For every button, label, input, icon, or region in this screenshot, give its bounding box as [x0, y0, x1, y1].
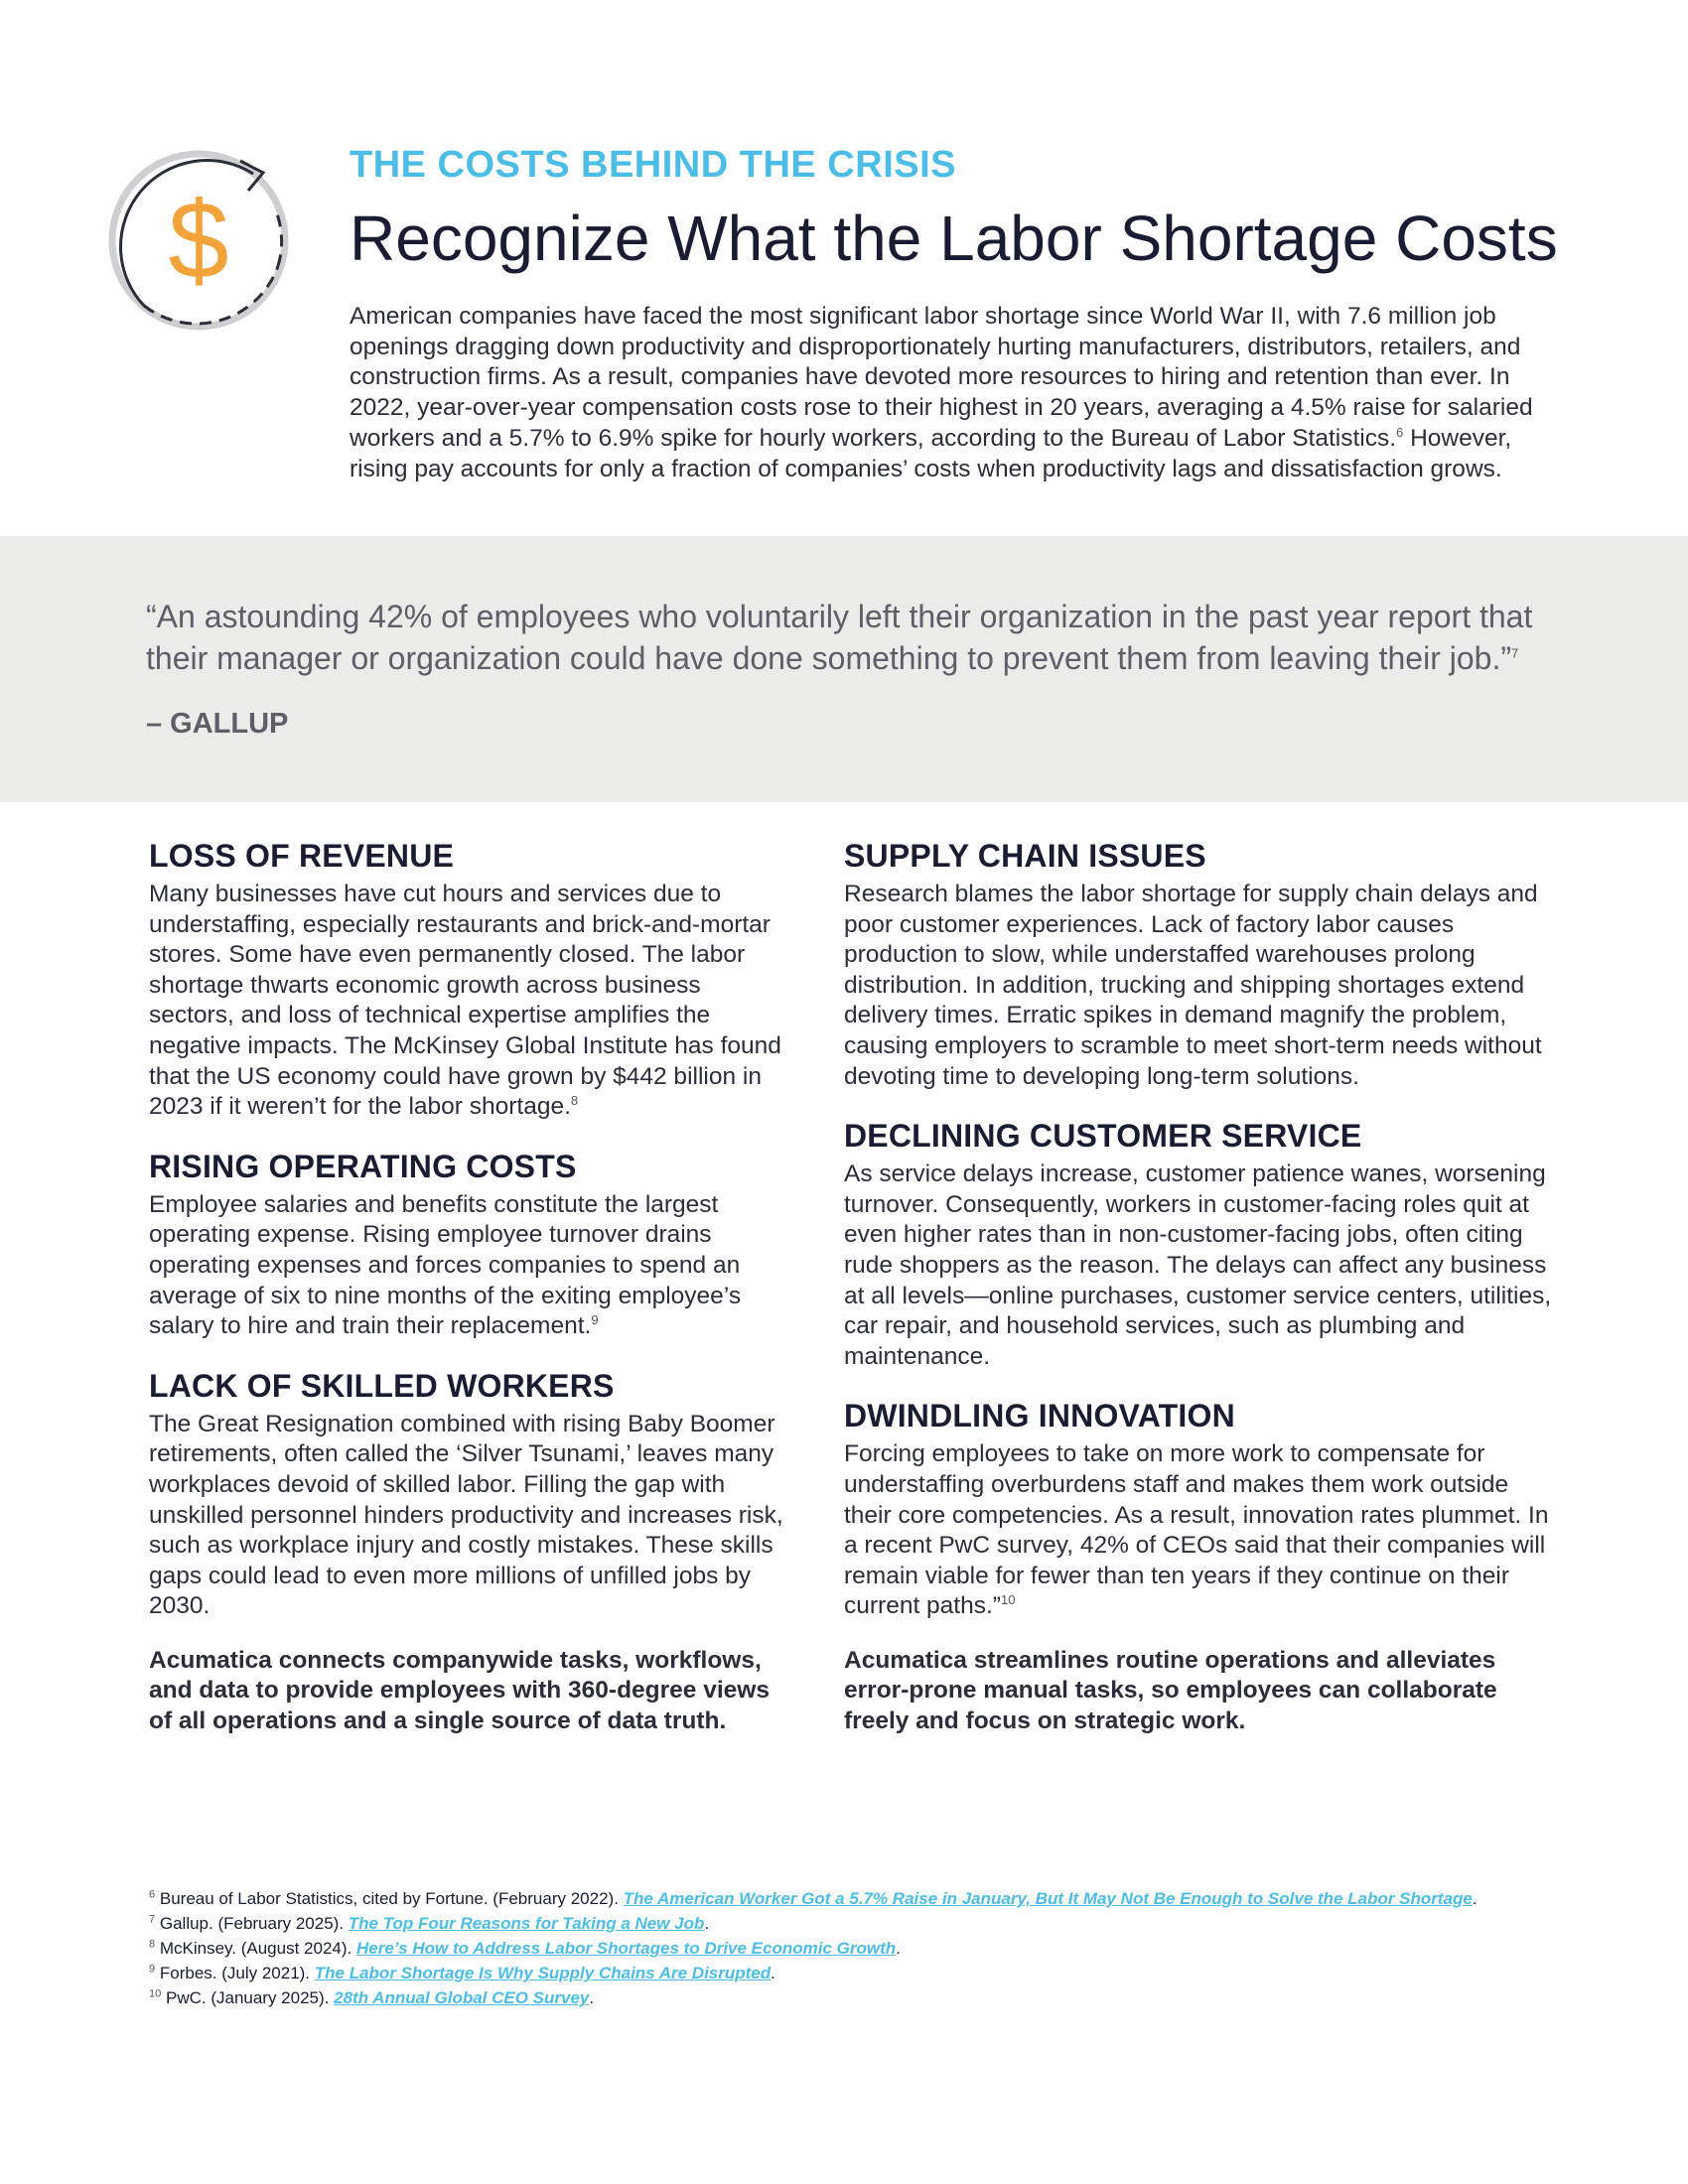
footnote-source: Bureau of Labor Statistics, cited by Fortune. (February 2022).	[159, 1889, 624, 1908]
footnote-end: .	[704, 1914, 710, 1933]
footnote-end: .	[771, 1964, 775, 1982]
footnote-number: 6	[149, 1888, 156, 1901]
footnote-source: PwC. (January 2025).	[165, 1988, 335, 2007]
footnote-source: Forbes. (July 2021).	[159, 1964, 315, 1982]
right-column	[844, 836, 1559, 1737]
section-body	[149, 1410, 784, 1622]
footnote-number: 7	[149, 1913, 156, 1926]
footnote-ref: 8	[570, 1093, 579, 1108]
section-body-text: The Great Resignation combined with rising Baby Boomer retirements, often called the ‘Silver Tsunami,’ leaves many workplaces devoid of skilled labor. Filling the gap with unskilled personnel hinders productivity and increases risk, such as workplace injury and costly mistakes. These skills gaps could lead to even more millions of unfilled jobs by 2030.	[149, 1410, 783, 1620]
footnote-item	[149, 1961, 1589, 1985]
dollar-symbol: $	[168, 180, 229, 302]
section-supply-chain-issues	[844, 836, 1559, 1092]
section-rising-operating-costs	[149, 1147, 784, 1342]
section-declining-customer-service	[844, 1116, 1559, 1372]
footnote-source: McKinsey. (August 2024).	[159, 1939, 356, 1958]
section-dwindling-innovation	[844, 1396, 1559, 1622]
footnote-link[interactable]: 28th Annual Global CEO Survey	[334, 1988, 590, 2007]
footnote-link[interactable]: The Top Four Reasons for Taking a New Job	[348, 1914, 705, 1933]
footnote-link[interactable]: The American Worker Got a 5.7% Raise in January, But It May Not Be Enough to Solve the Labor Shortage	[623, 1889, 1473, 1908]
callout-text: Acumatica streamlines routine operations and alleviates error-prone manual tasks, so employees can collaborate freely and focus on strategic work.	[844, 1646, 1497, 1735]
page-header	[0, 0, 1688, 536]
section-heading: DECLINING CUSTOMER SERVICE	[844, 1118, 1362, 1155]
footnote-ref: 10	[1000, 1592, 1016, 1608]
section-loss-of-revenue	[149, 836, 784, 1123]
section-heading: RISING OPERATING COSTS	[149, 1148, 577, 1184]
section-eyebrow: THE COSTS BEHIND THE CRISIS	[350, 144, 956, 186]
section-body	[844, 1439, 1559, 1622]
section-heading: DWINDLING INNOVATION	[844, 1398, 1235, 1434]
footnote-link[interactable]: The Labor Shortage Is Why Supply Chains Are Disrupted	[314, 1964, 772, 1982]
footnote-end: .	[896, 1939, 901, 1958]
callout-text: Acumatica connects companywide tasks, workflows, and data to provide employees with 360-degree views of all operations and a single source of data truth.	[149, 1646, 770, 1735]
footnote-item	[149, 1936, 1589, 1961]
section-body-text: Research blames the labor shortage for supply chain delays and poor customer experiences. Lack of factory labor causes production to slow, while understaffed warehouses prolong distribution. In addition, trucking and shipping shortages extend delivery times. Erratic spikes in demand magnify the problem, causing employers to scramble to meet short-term needs without devoting time to developing long-term solutions.	[844, 881, 1542, 1090]
section-body-text: Employee salaries and benefits constitute the largest operating expense. Rising employee turnover drains operating expenses and forces companies to spend an average of six to nine months of the exiting employee’s salary to hire and train their replacement.	[149, 1190, 742, 1340]
section-body	[844, 880, 1559, 1092]
section-body-text: Forcing employees to take on more work to compensate for understaffing overburdens staff and makes them work outside their core competencies. As a result, innovation rates plummet. In a recent PwC survey, 42% of CEOs said that their companies will remain viable for fewer than ten years if they continue on their current paths.”	[844, 1440, 1549, 1620]
quote-ref: 7	[1511, 645, 1519, 661]
quote-attribution: – GALLUP	[146, 708, 289, 740]
section-body	[149, 880, 784, 1123]
footnote-number: 10	[149, 1987, 162, 2000]
section-lack-of-skilled-workers	[149, 1366, 784, 1622]
footnote-item	[149, 1911, 1589, 1936]
section-body-text: As service delays increase, customer patience wanes, worsening turnover. Consequently, workers in customer-facing roles quit at even higher rates than in non-customer-facing jobs, often citing rude shoppers as the reason. The delays can affect any business at all levels—online purchases, customer service centers, utilities, car repair, and household services, such as plumbing and maintenance.	[844, 1160, 1552, 1370]
footnotes	[149, 1886, 1589, 2010]
section-body	[844, 1160, 1559, 1372]
footnote-item	[149, 1886, 1589, 1911]
left-column	[149, 836, 784, 1737]
footnote-number: 9	[149, 1963, 156, 1976]
footnote-number: 8	[149, 1938, 156, 1951]
footnote-item	[149, 1985, 1589, 2010]
quote-text: “An astounding 42% of employees who voluntarily left their organization in the past year report that their manager or organization could have done something to prevent them from leaving their job.”	[146, 599, 1533, 676]
intro-text-b: However, rising pay accounts for only a fraction of companies’ costs when productivity lags and dissatisfaction grows.	[350, 424, 1512, 482]
intro-paragraph	[350, 302, 1551, 484]
footnote-ref: 9	[591, 1311, 599, 1327]
intro-text-a: American companies have faced the most significant labor shortage since World War II, with 7.6 million job openings dragging down productivity and disproportionately hurting manufacturers, distributors, retailers, and construction firms. As a result, companies have devoted more resources to hiring and retention than ever. In 2022, year-over-year compensation costs rose to their highest in 20 years, averaging a 4.5% raise for salaried workers and a 5.7% to 6.9% spike for hourly workers, according to the Bureau of Labor Statistics.	[350, 303, 1533, 452]
section-body	[149, 1190, 784, 1342]
section-heading: SUPPLY CHAIN ISSUES	[844, 838, 1206, 874]
page-title: Recognize What the Labor Shortage Costs	[350, 203, 1558, 274]
footnote-end: .	[589, 1988, 595, 2007]
dollar-cycle-icon	[104, 139, 293, 338]
pull-quote	[146, 596, 1566, 679]
intro-ref: 6	[1396, 424, 1404, 440]
footnote-link[interactable]: Here’s How to Address Labor Shortages to Drive Economic Growth	[355, 1939, 897, 1958]
section-body-text: Many businesses have cut hours and services due to understaffing, especially restaurants and brick-and-mortar stores. Some have even permanently closed. The labor shortage thwarts economic growth across business sectors, and loss of technical expertise amplifies the negative impacts. The McKinsey Global Institute has found that the US economy could have grown by $442 billion in 2023 if it weren’t for the labor shortage.	[149, 881, 781, 1121]
footnote-end: .	[1472, 1889, 1477, 1908]
footnote-source: Gallup. (February 2025).	[159, 1914, 349, 1933]
section-heading: LOSS OF REVENUE	[149, 838, 455, 874]
section-heading: LACK OF SKILLED WORKERS	[149, 1367, 615, 1404]
